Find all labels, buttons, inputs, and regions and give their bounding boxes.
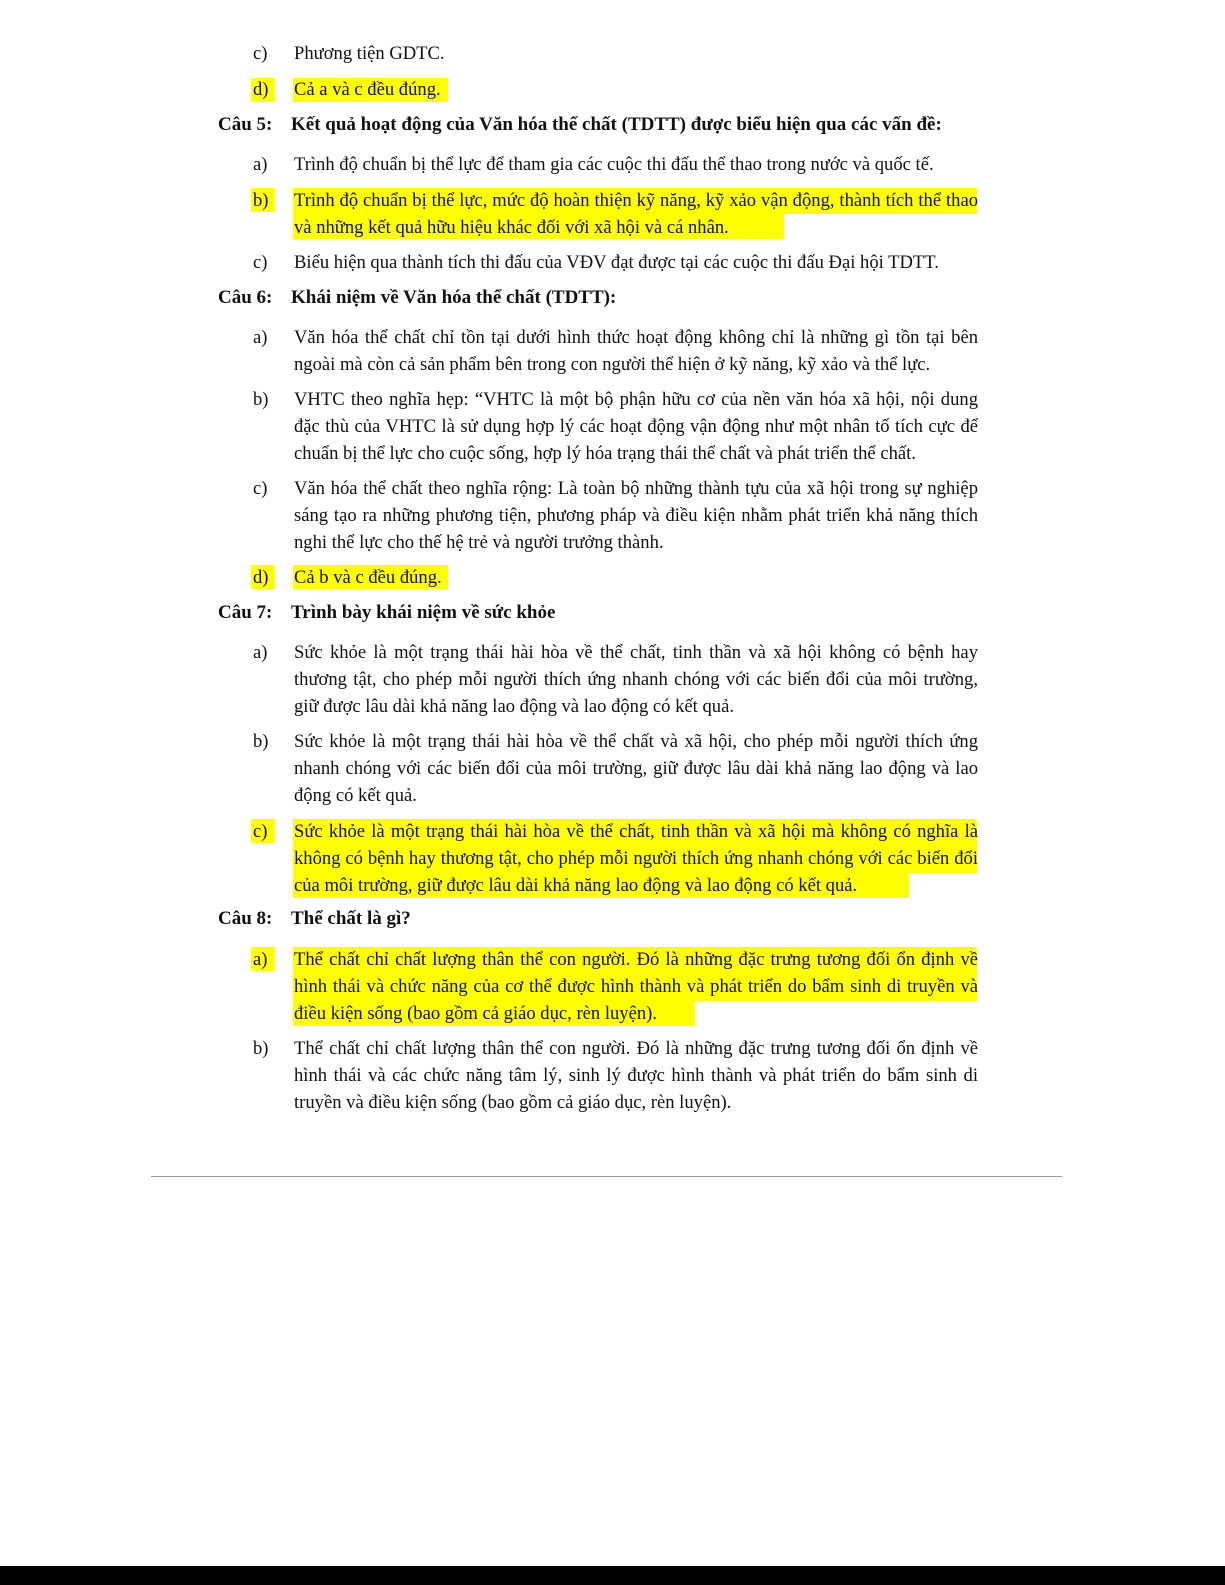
- option-text: Trình độ chuẩn bị thể lực, mức độ hoàn thiện kỹ năng, kỹ xảo vận động, thành tích thể thao và những kết quả hữu hiệu khác đối với xã hội và cá nhân.: [294, 190, 978, 238]
- option-q6-c: [251, 475, 978, 556]
- option-q6-b: [251, 386, 978, 467]
- option-q6-a: [251, 324, 978, 378]
- option-letter: a): [253, 327, 268, 348]
- option-text: Sức khỏe là một trạng thái hài hòa về thể chất và xã hội, cho phép mỗi người thích ứng nhanh chóng với các biến đổi của môi trường, giữ được lâu dài khả năng lao động và lao động có kết quả.: [294, 731, 978, 806]
- option-text: Thể chất chỉ chất lượng thân thể con người. Đó là những đặc trưng tương đối ổn định về hình thái và chức năng của cơ thể được hình thành và phát triển do bẩm sinh di truyền và điều kiện sống (bao gồm cả giáo dục, rèn luyện).: [294, 949, 978, 1024]
- option-letter: c): [253, 478, 268, 499]
- option-q4-d: [251, 76, 978, 103]
- option-letter: a): [253, 154, 268, 175]
- option-q5-a: [251, 151, 978, 178]
- option-text: Cả a và c đều đúng.: [294, 79, 441, 100]
- option-q7-b: [251, 728, 978, 809]
- option-text: Trình độ chuẩn bị thể lực để tham gia các cuộc thi đấu thể thao trong nước và quốc tế.: [294, 154, 934, 175]
- option-text: Văn hóa thể chất theo nghĩa rộng: Là toàn bộ những thành tựu của xã hội trong sự nghiệp sáng tạo ra những phương tiện, phương pháp và điều kiện nhằm phát triển khả năng thích nghi thể lực cho thế hệ trẻ và người trưởng thành.: [294, 478, 978, 553]
- option-letter: c): [253, 821, 268, 842]
- page-bottom-edge: [0, 1566, 1225, 1585]
- option-q7-c: [251, 818, 978, 899]
- question-text: Kết quả hoạt động của Văn hóa thể chất (TDTT) được biểu hiện qua các vấn đề:: [291, 114, 942, 135]
- option-letter: a): [253, 642, 268, 663]
- option-text: Biểu hiện qua thành tích thi đấu của VĐV đạt được tại các cuộc thi đấu Đại hội TDTT.: [294, 252, 939, 273]
- option-letter: a): [253, 949, 268, 970]
- question-8: [218, 905, 411, 932]
- option-q5-c: [251, 249, 978, 276]
- option-q6-d: [251, 564, 978, 591]
- option-letter: d): [253, 79, 269, 100]
- option-q8-b: [251, 1035, 978, 1116]
- option-letter: d): [253, 567, 269, 588]
- option-text: Phương tiện GDTC.: [294, 43, 445, 64]
- option-letter: b): [253, 1038, 269, 1059]
- option-letter: b): [253, 389, 269, 410]
- option-q5-b: [251, 187, 978, 241]
- option-letter: b): [253, 190, 269, 211]
- option-q4-c: [251, 40, 978, 67]
- option-text: Thể chất chỉ chất lượng thân thể con người. Đó là những đặc trưng tương đối ổn định về hình thái và các chức năng tâm lý, sinh lý được hình thành và phát triển do bẩm sinh di truyền và điều kiện sống (bao gồm cả giáo dục, rèn luyện).: [294, 1038, 978, 1113]
- question-text: Khái niệm về Văn hóa thể chất (TDTT):: [291, 287, 617, 308]
- question-6: [218, 284, 616, 311]
- question-text: Thể chất là gì?: [291, 908, 411, 929]
- question-number: Câu 8:: [218, 908, 273, 929]
- option-text: Sức khỏe là một trạng thái hài hòa về thể chất, tinh thần và xã hội mà không có nghĩa là không có bệnh hay thương tật, cho phép mỗi người thích ứng nhanh chóng với các biến đổi của môi trường, giữ được lâu dài khả năng lao động và lao động có kết quả.: [294, 821, 978, 896]
- question-7: [218, 599, 555, 626]
- question-text: Trình bày khái niệm về sức khỏe: [291, 602, 556, 623]
- option-letter: b): [253, 731, 269, 752]
- question-number: Câu 5:: [218, 114, 273, 135]
- option-letter: c): [253, 252, 268, 273]
- option-text: Sức khỏe là một trạng thái hài hòa về thể chất, tinh thần và xã hội không có bệnh hay thương tật, cho phép mỗi người thích ứng nhanh chóng với các biến đổi của môi trường, giữ được lâu dài khả năng lao động và lao động có kết quả.: [294, 642, 978, 717]
- question-number: Câu 6:: [218, 287, 273, 308]
- option-text: Cả b và c đều đúng.: [294, 567, 442, 588]
- option-text: VHTC theo nghĩa hẹp: “VHTC là một bộ phận hữu cơ của nền văn hóa xã hội, nội dung đặc thù của VHTC là sử dụng hợp lý các hoạt động vận động như một nhân tố tích cực để chuẩn bị thể lực cho cuộc sống, hợp lý hóa trạng thái thể chất và phát triển thể chất.: [294, 389, 978, 464]
- option-text: Văn hóa thể chất chỉ tồn tại dưới hình thức hoạt động không chỉ là những gì tồn tại bên ngoài mà còn cả sản phẩm bên trong con người thể hiện ở kỹ năng, kỹ xảo và thể lực.: [294, 327, 978, 375]
- option-letter: c): [253, 43, 268, 64]
- option-q7-a: [251, 639, 978, 720]
- question-number: Câu 7:: [218, 602, 273, 623]
- option-q8-a: [251, 946, 978, 1027]
- question-5: [218, 111, 942, 138]
- page-divider: [151, 1176, 1062, 1177]
